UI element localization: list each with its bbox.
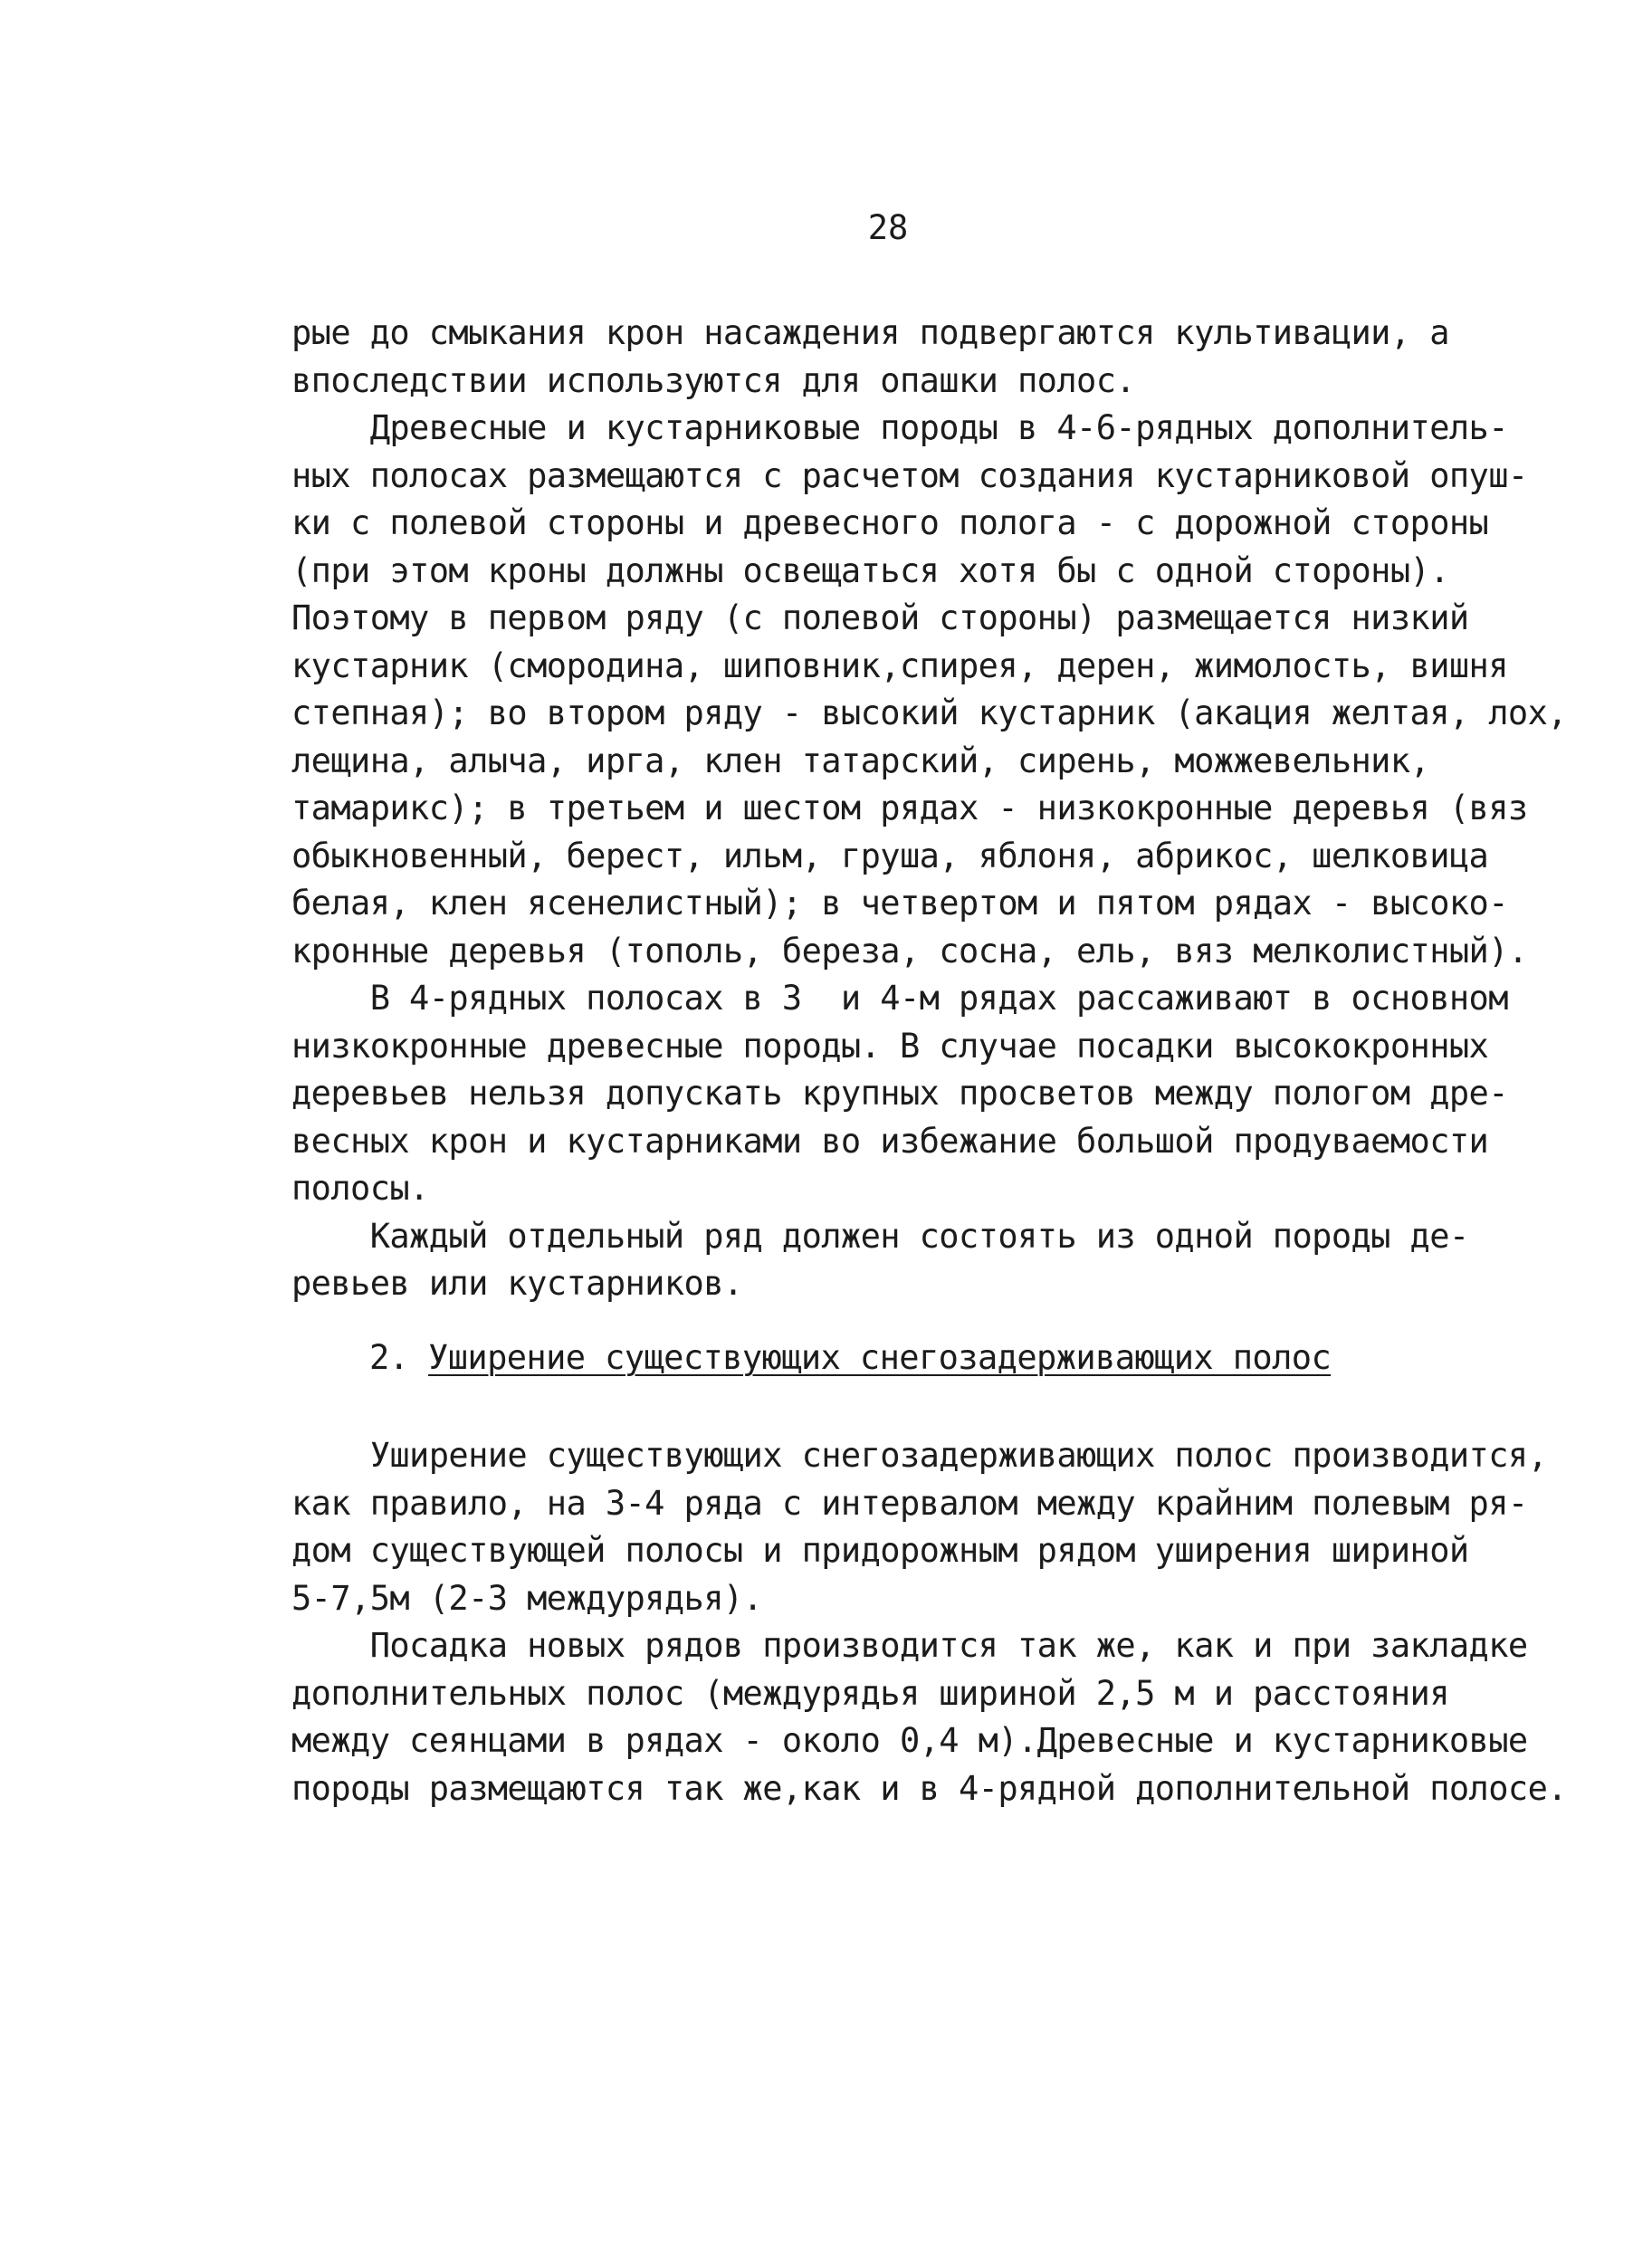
text-line: Поэтому в первом ряду (с полевой стороны) размещается низкий bbox=[291, 598, 1469, 637]
text-line: кронные деревья (тополь, береза, сосна, ель, вяз мелколистный). bbox=[291, 931, 1528, 971]
text-line: тамарикс); в третьем и шестом рядах - низкокронные деревья (вяз bbox=[291, 789, 1528, 827]
text-line: (при этом кроны должны освещаться хотя бы с одной стороны). bbox=[291, 550, 1449, 590]
text-line: впоследствии используются для опашки полос. bbox=[291, 360, 1136, 400]
text-line: лещина, алыча, ирга, клен татарский, сирень, можжевельник, bbox=[291, 741, 1430, 780]
text-line: деревьев нельзя допускать крупных просветов между пологом дре- bbox=[291, 1074, 1508, 1113]
text-line: Уширение существующих снегозадерживающих полос производится, bbox=[291, 1436, 1548, 1475]
text-line: ки с полевой стороны и древесного полога - с дорожной стороны bbox=[291, 503, 1489, 542]
text-line: рые до смыкания крон насаждения подвергаются культивации, а bbox=[291, 313, 1449, 352]
text-line: Древесные и кустарниковые породы в 4-6-рядных дополнитель- bbox=[291, 408, 1508, 447]
text-line: породы размещаются так же,как и в 4-рядной дополнительной полосе. bbox=[291, 1768, 1567, 1808]
text-line: весных крон и кустарниками во избежание большой продуваемости bbox=[291, 1121, 1489, 1161]
section-number: 2. bbox=[369, 1338, 409, 1377]
text-line: дополнительных полос (междурядья шириной 2,5 м и расстояния bbox=[291, 1673, 1449, 1713]
text-line: ревьев или кустарников. bbox=[291, 1264, 743, 1303]
text-line: кустарник (смородина, шиповник,спирея, дерен, жимолость, вишня bbox=[291, 646, 1508, 685]
text-block-main bbox=[291, 310, 1577, 1308]
text-line: обыкновенный, берест, ильм, груша, яблоня, абрикос, шелковица bbox=[291, 836, 1489, 875]
text-line: ных полосах размещаются с расчетом создания кустарниковой опуш- bbox=[291, 455, 1528, 495]
text-line: дом существующей полосы и придорожным рядом уширения шириной bbox=[291, 1531, 1469, 1570]
section-title: Уширение существующих снегозадерживающих полос bbox=[428, 1338, 1332, 1377]
text-line: полосы. bbox=[291, 1169, 429, 1208]
text-line: как правило, на 3-4 ряда с интервалом между крайним полевым ря- bbox=[291, 1483, 1528, 1523]
text-line: низкокронные древесные породы. В случае посадки высококронных bbox=[291, 1026, 1489, 1066]
text-line: Каждый отдельный ряд должен состоять из одной породы де- bbox=[291, 1216, 1469, 1256]
section-heading bbox=[369, 1334, 1331, 1382]
text-line: степная); во втором ряду - высокий кустарник (акация желтая, лох, bbox=[291, 693, 1567, 732]
text-line: белая, клен ясенелистный); в четвертом и пятом рядах - высоко- bbox=[291, 884, 1508, 923]
text-block-section bbox=[291, 1432, 1577, 1812]
text-line: 5-7,5м (2-3 междурядья). bbox=[291, 1578, 763, 1618]
text-line: между сеянцами в рядах - около 0,4 м).Древесные и кустарниковые bbox=[291, 1721, 1528, 1760]
text-line: Посадка новых рядов производится так же, как и при закладке bbox=[291, 1626, 1528, 1665]
page-number: 28 bbox=[867, 208, 909, 247]
text-line: В 4-рядных полосах в 3 и 4-м рядах рассаживают в основном bbox=[291, 979, 1508, 1018]
